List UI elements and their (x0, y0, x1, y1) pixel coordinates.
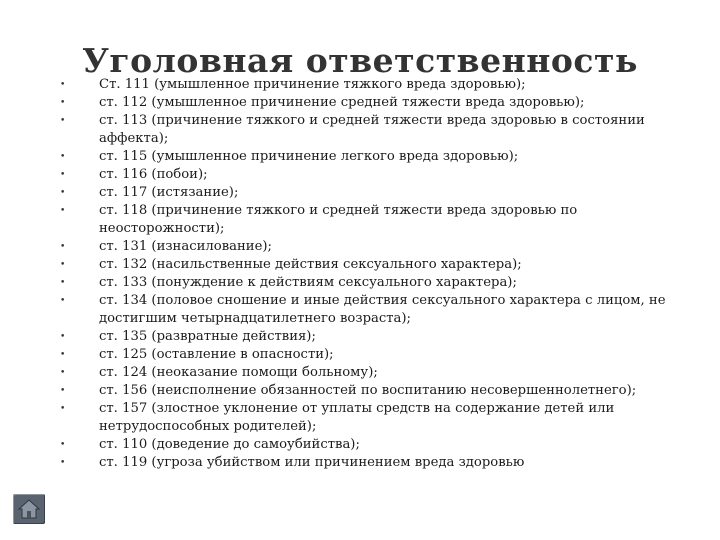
list-item-text: ст. 135 (развратные действия); (99, 329, 316, 344)
list-item-text: ст. 134 (половое сношение и иные действия сексуального характера с лицом, не достигшим четырнадцатилетнего возраста); (99, 293, 666, 326)
list-item-text: ст. 157 (злостное уклонение от уплаты средств на содержание детей или нетрудоспособных родителей); (99, 401, 615, 434)
bullet-icon: • (60, 188, 66, 198)
article-list (60, 76, 690, 472)
bullet-icon: • (60, 152, 66, 162)
bullet-icon: • (60, 116, 66, 126)
list-item (60, 346, 690, 364)
list-item-text: ст. 117 (истязание); (99, 185, 239, 200)
list-item-text: ст. 115 (умышленное причинение легкого вреда здоровью); (99, 149, 519, 164)
bullet-icon: • (60, 386, 66, 396)
list-item (60, 328, 690, 346)
bullet-icon: • (60, 278, 66, 288)
bullet-icon: • (60, 296, 66, 306)
list-item (60, 166, 690, 184)
list-item-text: ст. 131 (изнасилование); (99, 239, 272, 254)
list-item (60, 292, 690, 328)
list-item (60, 400, 690, 436)
bullet-icon: • (60, 206, 66, 216)
list-item-text: ст. 133 (понуждение к действиям сексуального характера); (99, 275, 517, 290)
list-item-text: ст. 132 (насильственные действия сексуального характера); (99, 257, 522, 272)
list-item-text: ст. 156 (неисполнение обязанностей по воспитанию несовершеннолетнего); (99, 383, 637, 398)
list-item (60, 436, 690, 454)
list-item (60, 148, 690, 166)
bullet-icon: • (60, 368, 66, 378)
list-item-text: ст. 112 (умышленное причинение средней тяжести вреда здоровью); (99, 95, 585, 110)
bullet-icon: • (60, 350, 66, 360)
list-item (60, 238, 690, 256)
list-item (60, 364, 690, 382)
list-item (60, 184, 690, 202)
list-item-text: ст. 113 (причинение тяжкого и средней тяжести вреда здоровью в состоянии аффекта); (99, 113, 645, 146)
list-item-text: ст. 118 (причинение тяжкого и средней тяжести вреда здоровью по неосторожности); (99, 203, 578, 236)
list-item (60, 274, 690, 292)
home-button[interactable] (13, 494, 45, 524)
bullet-icon: • (60, 458, 66, 468)
bullet-icon: • (60, 80, 66, 90)
bullet-icon: • (60, 242, 66, 252)
list-item-text: ст. 116 (побои); (99, 167, 208, 182)
list-item (60, 382, 690, 400)
bullet-icon: • (60, 98, 66, 108)
list-item (60, 94, 690, 112)
list-item (60, 202, 690, 238)
list-item-text: Ст. 111 (умышленное причинение тяжкого вреда здоровью); (99, 77, 526, 92)
list-item-text: ст. 110 (доведение до самоубийства); (99, 437, 360, 452)
bullet-icon: • (60, 170, 66, 180)
bullet-icon: • (60, 260, 66, 270)
list-item-text: ст. 119 (угроза убийством или причинением вреда здоровью (99, 455, 525, 470)
list-item (60, 454, 690, 472)
bullet-icon: • (60, 404, 66, 414)
list-item (60, 112, 690, 148)
slide-title: Уголовная ответственность (82, 41, 638, 80)
list-item-text: ст. 125 (оставление в опасности); (99, 347, 334, 362)
list-item (60, 256, 690, 274)
home-icon (17, 497, 41, 521)
bullet-icon: • (60, 440, 66, 450)
bullet-icon: • (60, 332, 66, 342)
list-item-text: ст. 124 (неоказание помощи больному); (99, 365, 378, 380)
